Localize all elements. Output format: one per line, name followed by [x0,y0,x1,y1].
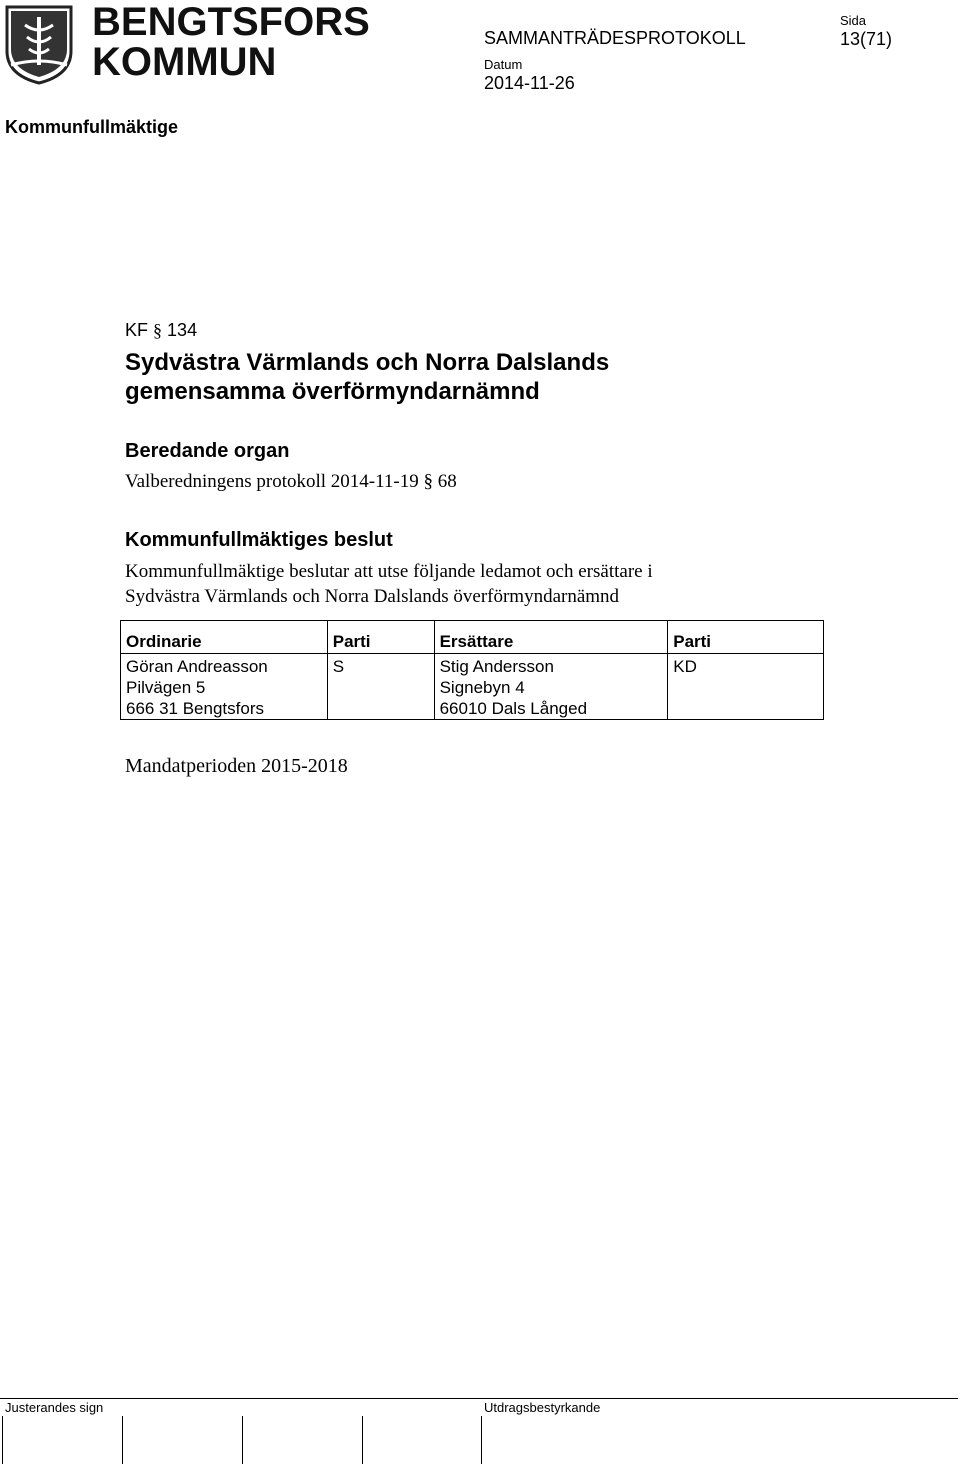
footer-divider [0,1398,958,1399]
decision-text [125,559,653,609]
decision-heading: Kommunfullmäktiges beslut [125,529,393,551]
paragraph-sign: § [153,320,163,340]
preparing-reference: Valberedningens protokoll 2014-11-19 [125,471,419,492]
substitute-party-cell: KD [668,654,824,720]
preparing-text [125,469,457,494]
section-id [125,320,197,341]
ordinary-cell [121,654,328,720]
header-substitute: Ersättare [434,621,668,654]
members-table [120,620,824,720]
substitute-address: Signebyn 4 [439,678,525,697]
signature-box-divider [481,1416,482,1464]
decision-line-2: Sydvästra Värmlands och Norra Dalslands överförmyndarnämnd [125,586,620,607]
table-row [121,654,824,720]
party-cell: S [327,654,434,720]
preparing-heading: Beredande organ [125,440,290,462]
footer-sign-label: Justerandes sign [5,1400,104,1415]
ordinary-name: Göran Andreasson [126,657,268,676]
page-label: Sida [840,13,867,28]
substitute-name: Stig Andersson [439,657,554,676]
header-party: Parti [327,621,434,654]
section-title [125,348,609,406]
title-line-1: Sydvästra Värmlands och Norra Dalslands [125,349,610,376]
table-header-row [121,621,824,654]
ordinary-postal: 666 31 Bengtsfors [126,699,264,718]
signature-box-divider [2,1416,3,1464]
signature-box-divider [122,1416,123,1464]
municipal-coat-of-arms-icon [5,5,73,85]
header-ordinary: Ordinarie [121,621,328,654]
preparing-sign: § [423,471,433,492]
signature-box-divider [362,1416,363,1464]
header-party-substitute: Parti [668,621,824,654]
title-line-2: gemensamma överförmyndarnämnd [125,378,540,405]
substitute-cell [434,654,668,720]
meeting-date: 2014-11-26 [484,73,575,93]
preparing-number: 68 [437,471,457,492]
section-number: 134 [167,320,198,340]
decision-line-1: Kommunfullmäktige beslutar att utse följande ledamot och ersättare i [125,561,653,582]
logo-line-2: KOMMUN [92,40,277,84]
page-number: 13(71) [840,29,893,49]
signature-box-divider [242,1416,243,1464]
logo-line-1: BENGTSFORS [92,0,370,44]
document-type: SAMMANTRÄDESPROTOKOLL [484,28,746,48]
date-label: Datum [484,57,523,72]
section-prefix: KF [125,320,149,340]
organ-name: Kommunfullmäktige [5,117,179,137]
footer-certification-label: Utdragsbestyrkande [484,1400,601,1415]
substitute-postal: 66010 Dals Långed [439,699,588,718]
mandate-period: Mandatperioden 2015-2018 [125,755,348,777]
ordinary-address: Pilvägen 5 [126,678,206,697]
